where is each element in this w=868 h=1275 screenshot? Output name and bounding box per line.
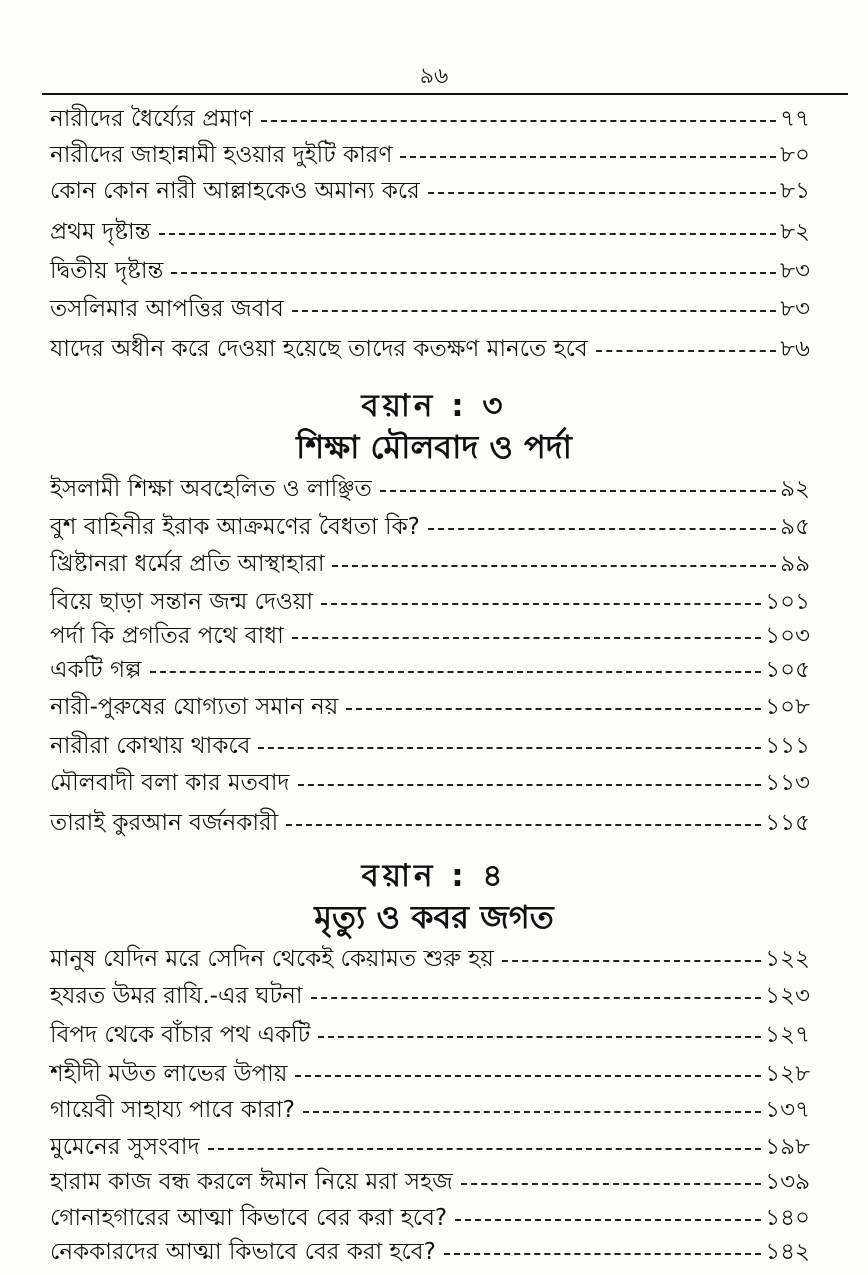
toc-entry-page: ১১৫ bbox=[765, 809, 810, 836]
dotted-leader bbox=[346, 708, 761, 710]
toc-entry-title: গায়েবী সাহায্য পাবে কারা? bbox=[50, 1096, 295, 1123]
toc-entry bbox=[50, 942, 810, 976]
dotted-leader bbox=[428, 528, 776, 530]
dotted-leader bbox=[380, 490, 776, 492]
toc-entry bbox=[50, 1130, 810, 1164]
toc-entry bbox=[50, 585, 810, 619]
toc-entry-title: নারীদের ধৈর্য্যের প্রমাণ bbox=[50, 105, 253, 132]
dotted-leader bbox=[303, 1111, 761, 1113]
dotted-leader bbox=[596, 350, 776, 352]
toc-entry-title: বিয়ে ছাড়া সন্তান জন্ম দেওয়া bbox=[50, 588, 314, 615]
toc-entry-page: ১০৩ bbox=[765, 622, 810, 649]
toc-entry bbox=[50, 766, 810, 800]
toc-entry-page: ১২৩ bbox=[765, 982, 810, 1009]
dotted-leader bbox=[321, 603, 761, 605]
dotted-leader bbox=[286, 824, 761, 826]
toc-entry-title: বুশ বাহিনীর ইরাক আক্রমণের বৈধতা কি? bbox=[50, 513, 420, 540]
toc-entry bbox=[50, 174, 810, 208]
toc-entry-title: মানুষ যেদিন মরে সেদিন থেকেই কেয়ামত শুরু হয় bbox=[50, 945, 494, 972]
toc-entry-page: ৭৭ bbox=[780, 105, 810, 132]
toc-entry-page: ১০১ bbox=[765, 588, 810, 615]
toc-entry-title: খ্রিষ্টানরা ধর্মের প্রতি আস্থাহারা bbox=[50, 550, 325, 577]
dotted-leader bbox=[298, 784, 762, 786]
toc-entry-title: ইসলামী শিক্ষা অবহেলিত ও লাঞ্ছিত bbox=[50, 475, 372, 502]
toc-entry bbox=[50, 979, 810, 1013]
dotted-leader bbox=[332, 565, 776, 567]
toc-entry bbox=[50, 1093, 810, 1127]
dotted-leader bbox=[292, 637, 761, 639]
toc-entry-page: ৮৩ bbox=[780, 295, 810, 322]
toc-entry-page: ৮০ bbox=[780, 141, 810, 168]
toc-entry-title: তারাই কুরআন বর্জনকারী bbox=[50, 809, 279, 836]
toc-entry-page: ১৯৮ bbox=[765, 1133, 810, 1160]
dotted-leader bbox=[318, 1036, 761, 1038]
toc-entry-title: মৌলবাদী বলা কার মতবাদ bbox=[50, 769, 290, 796]
toc-entry-page: ১১৩ bbox=[765, 769, 810, 796]
toc-entry-page: ৮৩ bbox=[780, 257, 810, 284]
dotted-leader bbox=[461, 1183, 761, 1185]
toc-entry-page: ১৩৭ bbox=[765, 1096, 810, 1123]
toc-entry-title: গোনাহগারের আত্মা কিভাবে বের করা হবে? bbox=[50, 1204, 448, 1231]
toc-entry-title: মুমেনের সুসংবাদ bbox=[50, 1133, 200, 1160]
toc-entry bbox=[50, 690, 810, 724]
section-label: বয়ান : ৪ bbox=[361, 858, 507, 894]
toc-entry bbox=[50, 547, 810, 581]
dotted-leader bbox=[428, 192, 776, 194]
toc-entry bbox=[50, 102, 810, 136]
toc-entry-page: ৮১ bbox=[780, 177, 810, 204]
dotted-leader bbox=[444, 1253, 761, 1255]
toc-entry bbox=[50, 1165, 810, 1199]
toc-entry bbox=[50, 1057, 810, 1091]
toc-entry bbox=[50, 1018, 810, 1052]
toc-entry-title: হযরত উমর রাযি.-এর ঘটনা bbox=[50, 982, 303, 1009]
dotted-leader bbox=[455, 1219, 761, 1221]
toc-entry-page: ১৪০ bbox=[765, 1204, 810, 1231]
dotted-leader bbox=[208, 1148, 762, 1150]
dotted-leader bbox=[292, 310, 776, 312]
toc-entry-page: ৮৬ bbox=[780, 335, 810, 362]
toc-entry bbox=[50, 138, 810, 172]
dotted-leader bbox=[261, 120, 776, 122]
toc-entry bbox=[50, 254, 810, 288]
toc-entry-title: নেককারদের আত্মা কিভাবে বের করা হবে? bbox=[50, 1238, 436, 1265]
toc-entry-title: হারাম কাজ বন্ধ করলে ঈমান নিয়ে মরা সহজ bbox=[50, 1168, 453, 1195]
dotted-leader bbox=[258, 747, 761, 749]
toc-entry bbox=[50, 619, 810, 653]
dotted-leader bbox=[311, 997, 762, 999]
toc-entry-title: প্রথম দৃষ্টান্ত bbox=[50, 218, 151, 245]
toc-entry-title: নারীরা কোথায় থাকবে bbox=[50, 732, 251, 759]
dotted-leader bbox=[150, 671, 762, 673]
toc-entry-title: কোন কোন নারী আল্লাহকেও অমান্য করে bbox=[50, 177, 420, 204]
toc-entry bbox=[50, 1235, 810, 1269]
dotted-leader bbox=[159, 233, 777, 235]
dotted-leader bbox=[400, 156, 776, 158]
toc-entry-title: শহীদী মউত লাভের উপায় bbox=[50, 1060, 288, 1087]
toc-entry-title: যাদের অধীন করে দেওয়া হয়েছে তাদের কতক্ষণ মানতে হবে bbox=[50, 335, 588, 362]
toc-entry-page: ১৩৯ bbox=[765, 1168, 810, 1195]
toc-entry-page: ১২৭ bbox=[765, 1021, 810, 1048]
toc-entry bbox=[50, 332, 810, 366]
section-title: শিক্ষা মৌলবাদ ও পর্দা bbox=[296, 428, 572, 466]
toc-entry bbox=[50, 806, 810, 840]
toc-entry-page: ১০৫ bbox=[765, 656, 810, 683]
toc-entry bbox=[50, 1201, 810, 1235]
dotted-leader bbox=[171, 272, 776, 274]
toc-entry bbox=[50, 292, 810, 326]
section-label: বয়ান : ৩ bbox=[361, 388, 507, 424]
dotted-leader bbox=[295, 1075, 761, 1077]
toc-entry-title: নারীদের জাহান্নামী হওয়ার দুইটি কারণ bbox=[50, 141, 393, 168]
toc-entry-page: ৯৫ bbox=[780, 513, 810, 540]
toc-entry-title: পর্দা কি প্রগতির পথে বাধা bbox=[50, 622, 284, 649]
dotted-leader bbox=[502, 960, 761, 962]
toc-entry bbox=[50, 510, 810, 544]
page-number: ৯৬ bbox=[419, 64, 449, 89]
toc-entry-title: তসলিমার আপত্তির জবাব bbox=[50, 295, 284, 322]
toc-entry-title: একটি গল্প bbox=[50, 656, 142, 683]
toc-entry-page: ৯৯ bbox=[780, 550, 810, 577]
toc-entry-title: নারী-পুরুষের যোগ্যতা সমান নয় bbox=[50, 693, 339, 720]
section-title: মৃত্যু ও কবর জগত bbox=[314, 898, 554, 936]
toc-entry-page: ১৪২ bbox=[765, 1238, 810, 1265]
toc-entry-title: দ্বিতীয় দৃষ্টান্ত bbox=[50, 257, 164, 284]
header-rule bbox=[42, 93, 848, 95]
toc-entry-page: ১১১ bbox=[765, 732, 810, 759]
toc-entry bbox=[50, 215, 810, 249]
toc-entry-title: বিপদ থেকে বাঁচার পথ একটি bbox=[50, 1021, 311, 1048]
toc-entry-page: ৮২ bbox=[780, 218, 810, 245]
toc-entry bbox=[50, 472, 810, 506]
toc-entry bbox=[50, 729, 810, 763]
toc-entry-page: ১০৮ bbox=[765, 693, 810, 720]
toc-entry bbox=[50, 653, 810, 687]
toc-entry-page: ৯২ bbox=[780, 475, 810, 502]
toc-entry-page: ১২২ bbox=[765, 945, 810, 972]
toc-entry-page: ১২৮ bbox=[765, 1060, 810, 1087]
